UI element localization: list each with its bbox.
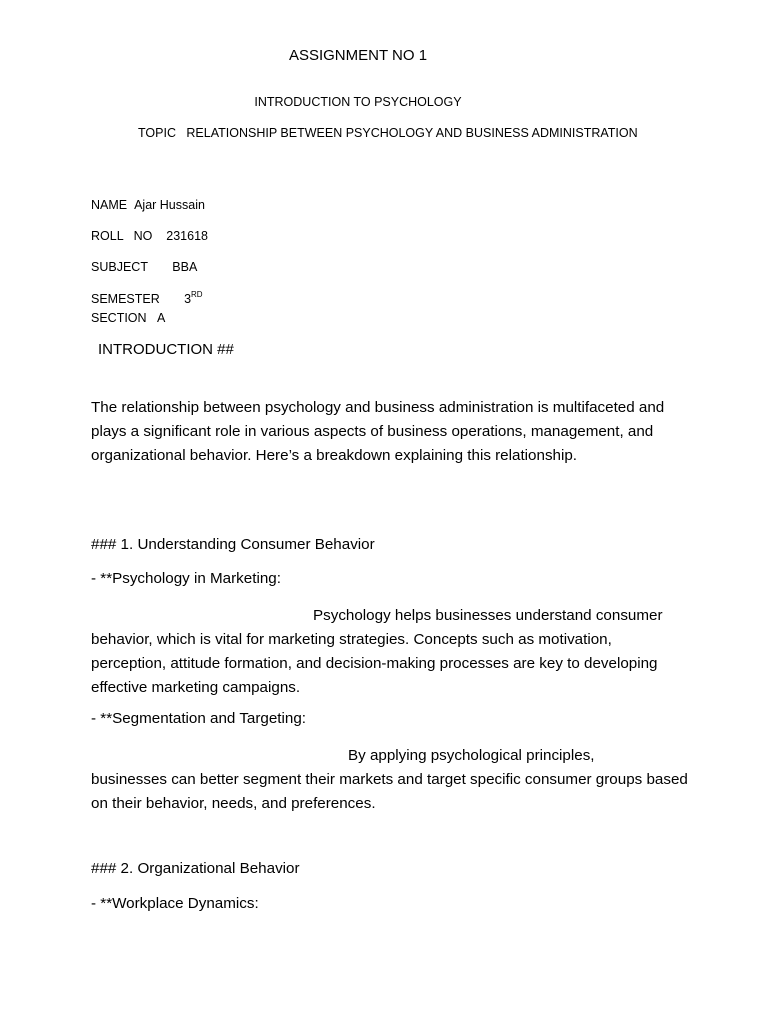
bullet-workplace-dynamics: - **Workplace Dynamics: xyxy=(91,895,259,912)
section-field xyxy=(91,311,165,325)
segmentation-first-line: By applying psychological principles, xyxy=(348,747,595,764)
marketing-first-line: Psychology helps businesses understand consumer xyxy=(313,607,663,624)
marketing-paragraph xyxy=(91,604,691,700)
bullet-psychology-marketing: - **Psychology in Marketing: xyxy=(91,570,281,587)
name-label: NAME xyxy=(91,198,128,212)
topic-label: TOPIC xyxy=(138,126,176,140)
name-value: Ajar Hussain xyxy=(134,198,205,212)
roll-field xyxy=(91,229,208,243)
semester-field xyxy=(91,290,203,306)
section-value: A xyxy=(156,311,166,325)
section2-heading: ### 2. Organizational Behavior xyxy=(91,860,300,877)
bullet-segmentation: - **Segmentation and Targeting: xyxy=(91,710,307,727)
topic-value: RELATIONSHIP BETWEEN PSYCHOLOGY AND BUSINESS ADMINISTRATION xyxy=(186,126,638,140)
segmentation-paragraph xyxy=(91,744,691,816)
roll-label: ROLL NO xyxy=(91,229,153,243)
introduction-heading: INTRODUCTION ## xyxy=(98,341,234,358)
semester-value: 3 xyxy=(184,292,192,306)
name-field xyxy=(91,198,205,212)
section-label: SECTION xyxy=(91,311,147,325)
segmentation-rest: businesses can better segment their markets and target specific consumer groups based on their behavior, needs, and preferences. xyxy=(91,771,688,812)
intro-paragraph: The relationship between psychology and business administration is multifaceted and plays a significant role in various aspects of business operations, management, and organizational behavior. Here’s a breakdown explaining this relationship. xyxy=(91,399,665,464)
semester-label: SEMESTER xyxy=(91,292,160,306)
topic-line xyxy=(138,126,638,140)
subject-value: BBA xyxy=(172,260,198,274)
semester-suffix: RD xyxy=(191,290,203,299)
section1-heading: ### 1. Understanding Consumer Behavior xyxy=(91,536,375,553)
assignment-title: ASSIGNMENT NO 1 xyxy=(288,47,428,64)
subject-field xyxy=(91,260,197,274)
subject-label: SUBJECT xyxy=(91,260,148,274)
marketing-rest: behavior, which is vital for marketing strategies. Concepts such as motivation, perception, attitude formation, and decision-making processes are key to developing effective marketing campaigns. xyxy=(91,631,658,696)
roll-value: 231618 xyxy=(166,229,208,243)
course-title: INTRODUCTION TO PSYCHOLOGY xyxy=(254,95,462,109)
